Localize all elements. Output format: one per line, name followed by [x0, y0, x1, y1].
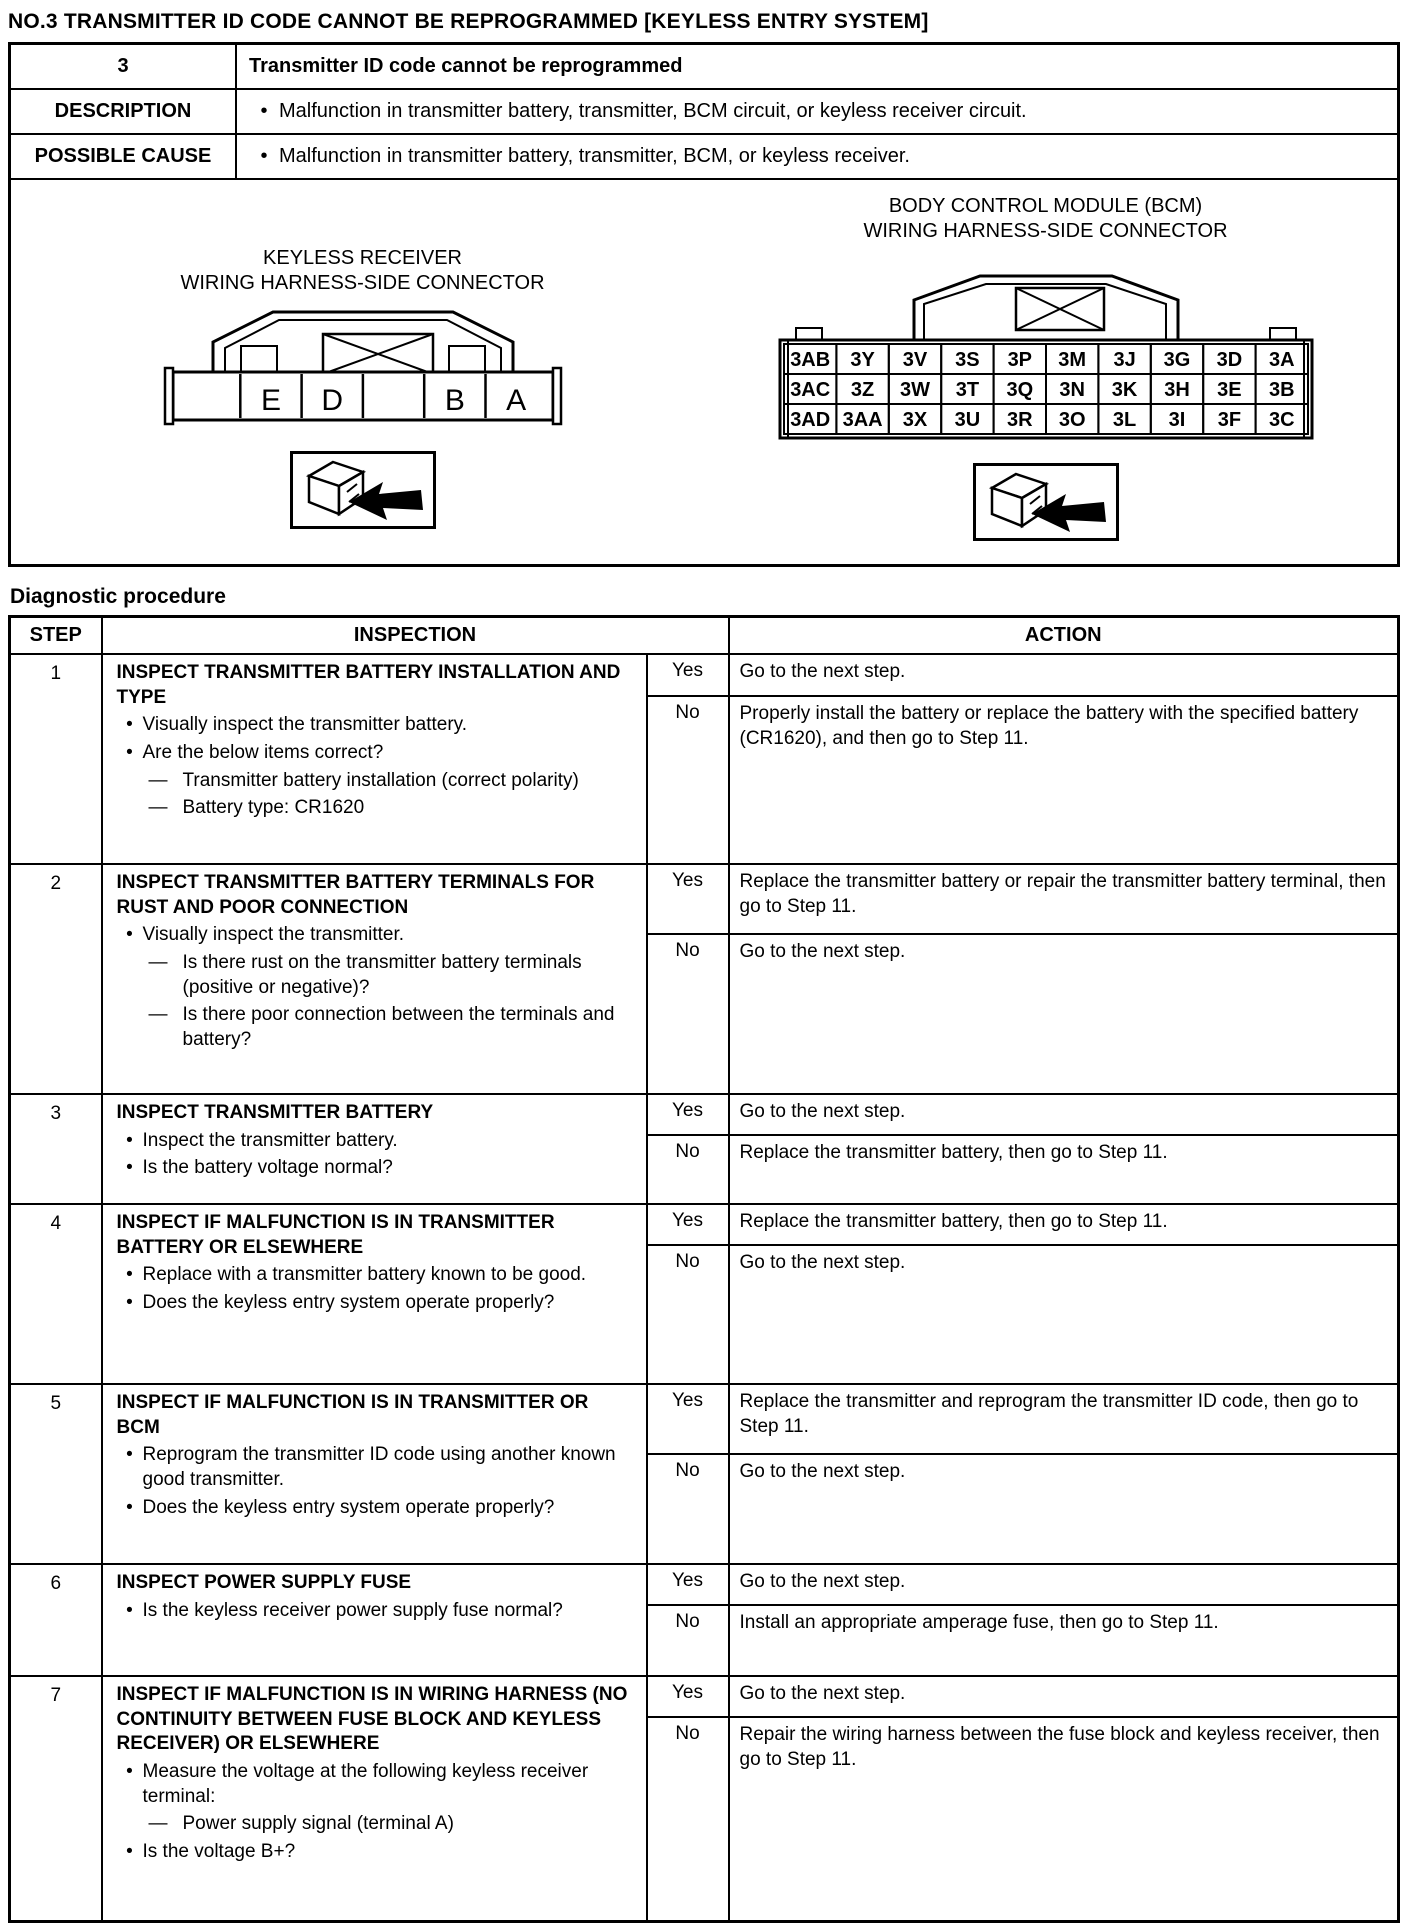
- action-cell: Go to the next step.: [729, 1454, 1399, 1564]
- pin-label: 3I: [1168, 409, 1185, 431]
- dash-icon: —: [148, 769, 168, 791]
- action-cell: Go to the next step.: [729, 1676, 1399, 1717]
- inspection-item-text: Does the keyless entry system operate properly?: [142, 1496, 555, 1518]
- dtc-number: 3: [10, 44, 237, 90]
- inspection-item-text: Replace with a transmitter battery known to be good.: [142, 1264, 587, 1286]
- inspection-item-text: Is the keyless receiver power supply fuse normal?: [142, 1599, 563, 1621]
- pin-label: 3X: [902, 409, 927, 431]
- answer-cell: Yes: [647, 1094, 729, 1135]
- bcm-connector-svg: [766, 244, 1326, 448]
- inspection-item: [117, 923, 636, 948]
- inspection-item-text: Measure the voltage at the following keyless receiver terminal:: [142, 1761, 589, 1807]
- inspection-item: [117, 741, 636, 766]
- action-cell: Go to the next step.: [729, 934, 1399, 1094]
- bullet-icon: •: [126, 924, 133, 946]
- pin-label: 3P: [1007, 349, 1032, 371]
- action-cell: Install an appropriate amperage fuse, then go to Step 11.: [729, 1605, 1399, 1676]
- procedure-step-row: [10, 1204, 1399, 1245]
- description-text: Malfunction in transmitter battery, transmitter, BCM circuit, or keyless receiver circuit.: [279, 100, 1027, 122]
- pin-label: 3W: [899, 379, 930, 401]
- dtc-title: Transmitter ID code cannot be reprogrammed: [236, 44, 1399, 90]
- bullet-icon: •: [126, 1292, 133, 1314]
- pin-label: E: [260, 384, 281, 417]
- pin-label: A: [505, 384, 526, 417]
- pin-label: 3O: [1058, 409, 1086, 431]
- pin-label: 3AB: [789, 349, 830, 371]
- inspection-item-text: Inspect the transmitter battery.: [142, 1129, 398, 1151]
- inspection-cell: [102, 1204, 647, 1384]
- pin-label: 3T: [955, 379, 979, 401]
- connector-view-icon: [973, 463, 1119, 541]
- pin-label: 3N: [1058, 379, 1085, 401]
- diagnostic-procedure-table: [8, 615, 1400, 1923]
- inspection-item: [117, 1840, 636, 1865]
- figure-title-line: WIRING HARNESS-SIDE CONNECTOR: [180, 272, 545, 294]
- pin-label: 3AC: [789, 379, 830, 401]
- procedure-step-row: [10, 654, 1399, 696]
- keyless-connector-svg: [153, 296, 573, 436]
- action-cell: Go to the next step.: [729, 1245, 1399, 1384]
- inspection-item: [117, 1156, 636, 1181]
- pin-label: 3Q: [1005, 379, 1033, 401]
- inspection-item: [145, 796, 636, 821]
- inspection-item: [145, 1812, 636, 1837]
- pin-label: 3U: [954, 409, 980, 431]
- inspection-title: INSPECT POWER SUPPLY FUSE: [116, 1572, 412, 1593]
- dash-icon: —: [148, 952, 168, 974]
- inspection-item-text: Transmitter battery installation (correct polarity): [182, 769, 579, 791]
- col-header-action: ACTION: [729, 617, 1399, 655]
- procedure-step-row: [10, 1676, 1399, 1717]
- pin-label: 3AA: [842, 409, 883, 431]
- inspection-item-text: Power supply signal (terminal A): [182, 1813, 454, 1835]
- step-number: 4: [10, 1204, 102, 1384]
- answer-cell: No: [647, 696, 729, 864]
- answer-cell: Yes: [647, 864, 729, 934]
- action-cell: Properly install the battery or replace the battery with the specified battery (CR1620), and then go to Step 11.: [729, 696, 1399, 864]
- inspection-cell: [102, 1094, 647, 1204]
- answer-cell: No: [647, 1454, 729, 1564]
- pin-label: 3A: [1268, 349, 1295, 371]
- procedure-step-row: [10, 1564, 1399, 1605]
- pin-label: 3S: [954, 349, 980, 371]
- inspection-item: [117, 1263, 636, 1288]
- inspection-cell: [102, 1384, 647, 1564]
- page-title: NO.3 TRANSMITTER ID CODE CANNOT BE REPROGRAMMED [KEYLESS ENTRY SYSTEM]: [8, 10, 929, 33]
- pin-label: 3G: [1163, 349, 1190, 371]
- procedure-step-row: [10, 1384, 1399, 1454]
- inspection-item-text: Are the below items correct?: [142, 742, 384, 764]
- pin-label: 3C: [1268, 409, 1295, 431]
- answer-cell: No: [647, 1245, 729, 1384]
- connector-figure-bcm: [704, 194, 1387, 546]
- inspection-item: [145, 1003, 636, 1052]
- action-cell: Go to the next step.: [729, 1564, 1399, 1605]
- pin-label: 3E: [1216, 379, 1242, 401]
- bullet-icon: •: [126, 1496, 133, 1518]
- action-cell: Go to the next step.: [729, 654, 1399, 696]
- answer-cell: No: [647, 1717, 729, 1922]
- answer-cell: Yes: [647, 1676, 729, 1717]
- connector-diagram-row: [10, 179, 1399, 566]
- dash-icon: —: [148, 1813, 168, 1835]
- inspection-item-text: Visually inspect the transmitter.: [142, 924, 405, 946]
- inspection-cell: [102, 1676, 647, 1922]
- dtc-row: [10, 44, 1399, 90]
- answer-cell: No: [647, 1135, 729, 1204]
- inspection-item-text: Is the battery voltage normal?: [142, 1157, 393, 1179]
- figure-title-line: KEYLESS RECEIVER: [263, 247, 462, 269]
- inspection-cell: [102, 1564, 647, 1676]
- connector-figure-keyless: [21, 194, 704, 534]
- dash-icon: —: [148, 797, 168, 819]
- inspection-item-text: Is there poor connection between the terminals and battery?: [182, 1004, 615, 1051]
- inspection-cell: [102, 864, 647, 1094]
- bullet-icon: •: [126, 1599, 133, 1621]
- bullet-icon: •: [126, 1841, 133, 1863]
- bullet-icon: •: [260, 100, 268, 122]
- figure-title-line: WIRING HARNESS-SIDE CONNECTOR: [863, 220, 1228, 242]
- possible-cause-row: [10, 134, 1399, 179]
- pin-label: 3Y: [849, 349, 875, 371]
- step-number: 7: [10, 1676, 102, 1922]
- procedure-step-row: [10, 864, 1399, 934]
- pin-label: 3R: [1006, 409, 1033, 431]
- step-number: 3: [10, 1094, 102, 1204]
- inspection-item: [117, 1760, 636, 1809]
- step-number: 5: [10, 1384, 102, 1564]
- answer-cell: No: [647, 1605, 729, 1676]
- section-heading: Diagnostic procedure: [10, 585, 226, 608]
- pin-label: D: [320, 384, 343, 417]
- inspection-title: INSPECT TRANSMITTER BATTERY INSTALLATION AND TYPE: [116, 662, 621, 708]
- answer-cell: No: [647, 934, 729, 1094]
- pin-label: 3F: [1217, 409, 1241, 431]
- procedure-step-row: [10, 1094, 1399, 1135]
- dash-icon: —: [148, 1004, 168, 1026]
- step-number: 2: [10, 864, 102, 1094]
- answer-cell: Yes: [647, 1564, 729, 1605]
- inspection-item: [145, 951, 636, 1000]
- inspection-item: [117, 1443, 636, 1492]
- bullet-icon: •: [126, 1157, 133, 1179]
- bullet-icon: •: [126, 1129, 133, 1151]
- inspection-item: [117, 1599, 636, 1624]
- pin-label: 3K: [1111, 379, 1137, 401]
- pin-label: 3H: [1163, 379, 1190, 401]
- pin-label: 3M: [1057, 349, 1086, 371]
- step-number: 6: [10, 1564, 102, 1676]
- summary-table: [8, 42, 1400, 567]
- inspection-title: INSPECT IF MALFUNCTION IS IN WIRING HARNESS (NO CONTINUITY BETWEEN FUSE BLOCK AND KEYLESS RECEIVER) OR ELSEWHERE: [116, 1684, 628, 1755]
- procedure-body: [10, 654, 1399, 1922]
- pin-label: 3L: [1112, 409, 1136, 431]
- inspection-item: [117, 1129, 636, 1154]
- action-cell: Replace the transmitter battery or repair the transmitter battery terminal, then go to Step 11.: [729, 864, 1399, 934]
- procedure-header-row: [10, 617, 1399, 655]
- answer-cell: Yes: [647, 1204, 729, 1245]
- inspection-item-text: Is the voltage B+?: [142, 1841, 296, 1863]
- action-cell: Replace the transmitter battery, then go to Step 11.: [729, 1204, 1399, 1245]
- possible-cause-text: Malfunction in transmitter battery, transmitter, BCM, or keyless receiver.: [279, 145, 910, 167]
- inspection-item: [117, 713, 636, 738]
- inspection-item-text: Does the keyless entry system operate properly?: [142, 1292, 555, 1314]
- pin-label: 3AD: [789, 409, 830, 431]
- action-cell: Replace the transmitter and reprogram the transmitter ID code, then go to Step 11.: [729, 1384, 1399, 1454]
- pin-label: 3D: [1216, 349, 1242, 371]
- bullet-icon: •: [126, 1761, 133, 1783]
- inspection-title: INSPECT TRANSMITTER BATTERY: [116, 1102, 434, 1123]
- pin-label: 3B: [1268, 379, 1295, 401]
- inspection-title: INSPECT TRANSMITTER BATTERY TERMINALS FOR RUST AND POOR CONNECTION: [116, 872, 595, 918]
- inspection-title: INSPECT IF MALFUNCTION IS IN TRANSMITTER OR BCM: [116, 1392, 589, 1438]
- bullet-icon: •: [126, 1444, 133, 1466]
- col-header-inspection: INSPECTION: [102, 617, 729, 655]
- inspection-item-text: Visually inspect the transmitter battery.: [142, 714, 468, 736]
- pin-label: 3V: [902, 349, 927, 371]
- inspection-item: [117, 1291, 636, 1316]
- inspection-item-text: Is there rust on the transmitter battery terminals (positive or negative)?: [182, 952, 582, 998]
- possible-cause-cell: [236, 134, 1399, 179]
- answer-cell: Yes: [647, 1384, 729, 1454]
- action-cell: Repair the wiring harness between the fuse block and keyless receiver, then go to Step 11.: [729, 1717, 1399, 1922]
- answer-cell: Yes: [647, 654, 729, 696]
- col-header-step: STEP: [10, 617, 102, 655]
- connector-view-icon: [290, 451, 436, 529]
- pin-label: 3J: [1112, 349, 1136, 371]
- inspection-item: [117, 1496, 636, 1521]
- bullet-icon: •: [126, 1264, 133, 1286]
- pin-label: B: [444, 384, 465, 417]
- inspection-item: [145, 769, 636, 794]
- figure-title-line: BODY CONTROL MODULE (BCM): [888, 195, 1203, 217]
- inspection-item-text: Battery type: CR1620: [182, 797, 365, 819]
- description-row: [10, 89, 1399, 134]
- step-number: 1: [10, 654, 102, 864]
- description-cell: [236, 89, 1399, 134]
- bullet-icon: •: [126, 742, 133, 764]
- action-cell: Go to the next step.: [729, 1094, 1399, 1135]
- possible-cause-label: POSSIBLE CAUSE: [10, 134, 237, 179]
- action-cell: Replace the transmitter battery, then go to Step 11.: [729, 1135, 1399, 1204]
- bullet-icon: •: [260, 145, 268, 167]
- inspection-item-text: Reprogram the transmitter ID code using another known good transmitter.: [142, 1444, 616, 1491]
- description-label: DESCRIPTION: [10, 89, 237, 134]
- inspection-cell: [102, 654, 647, 864]
- pin-label: 3Z: [850, 379, 874, 401]
- inspection-title: INSPECT IF MALFUNCTION IS IN TRANSMITTER BATTERY OR ELSEWHERE: [116, 1212, 555, 1258]
- bullet-icon: •: [126, 714, 133, 736]
